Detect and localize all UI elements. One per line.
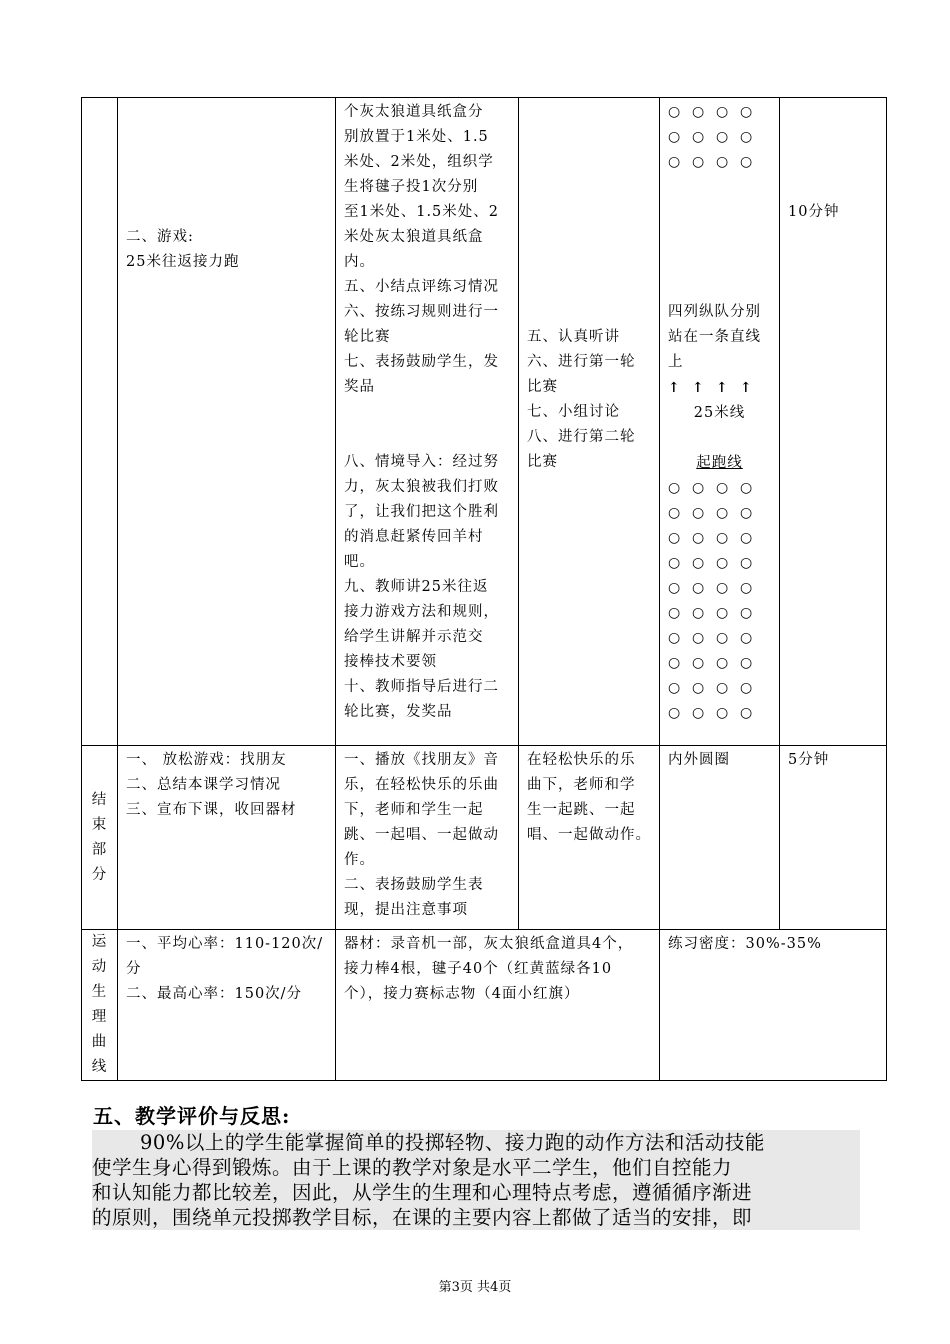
student-circle-icon: ○ (716, 580, 729, 596)
student-circle-icon: ○ (692, 555, 705, 571)
teacher-activity-line: 轮比赛 (344, 329, 391, 345)
side-label-physiology (82, 930, 118, 1081)
teacher-activity-line: 跳、一起唱、一起做动 (344, 827, 499, 843)
student-circle-icon: ○ (692, 530, 705, 546)
student-circle-icon: ○ (668, 154, 681, 170)
teacher-activity-line: 一、播放《找朋友》音 (344, 752, 499, 768)
student-circle-icon: ○ (716, 655, 729, 671)
formation-circles-top (668, 100, 771, 175)
student-circle-icon: ○ (668, 705, 681, 721)
teacher-activity-line: 个灰太狼道具纸盒分 (344, 104, 484, 120)
page-footer: 第3页 共4页 (438, 1280, 512, 1295)
side-char: 生 (91, 984, 108, 1000)
student-circle-icon: ○ (740, 580, 753, 596)
student-circle-icon: ○ (668, 129, 681, 145)
table-row-game (82, 98, 887, 746)
paragraph-line (92, 1130, 860, 1155)
paragraph-line (92, 1180, 860, 1205)
student-row (668, 100, 771, 125)
student-circle-icon: ○ (692, 480, 705, 496)
density-cell (660, 930, 887, 1081)
student-circle-icon: ○ (668, 530, 681, 546)
student-circle-icon: ○ (716, 505, 729, 521)
teacher-activity-cell (336, 98, 519, 746)
side-cell-empty (82, 98, 118, 746)
teacher-activity-line: 下，老师和学生一起 (344, 802, 484, 818)
paragraph-line (92, 1155, 860, 1180)
teacher-activity-line: 生将毽子投1次分别 (344, 179, 479, 195)
student-circle-icon: ○ (740, 655, 753, 671)
student-circle-icon: ○ (692, 680, 705, 696)
teacher-activity-line: 米处、2米处，组织学 (344, 154, 494, 170)
reflection-paragraph (92, 1130, 860, 1230)
table-row-ending (82, 746, 887, 930)
teacher-activity-line: 二、表扬鼓励学生表 (344, 877, 484, 893)
teacher-activity-line: 八、情境导入：经过努 (344, 454, 499, 470)
side-char: 部 (91, 841, 108, 858)
student-activity-line: 五、认真听讲 (527, 329, 620, 345)
student-circle-icon: ○ (668, 605, 681, 621)
teacher-activity-line: 轮比赛，发奖品 (344, 704, 453, 720)
paragraph-text: 和认知能力都比较差，因此，从学生的生理和心理特点考虑，遵循循序渐进 (92, 1181, 753, 1204)
section-title: 五、教学评价与反思: (93, 1104, 291, 1128)
student-circle-icon: ○ (716, 555, 729, 571)
time-value: 10分钟 (788, 204, 840, 220)
teacher-activity-line: 接棒技术要领 (344, 654, 437, 670)
student-circle-icon: ○ (668, 555, 681, 571)
side-char: 束 (91, 816, 108, 833)
student-circle-icon: ○ (716, 680, 729, 696)
student-circle-icon: ○ (716, 104, 729, 120)
paragraph-text: 90%以上的学生能掌握简单的投掷轻物、接力跑的动作方法和活动技能 (140, 1131, 765, 1154)
student-circle-icon: ○ (740, 505, 753, 521)
student-circle-icon: ○ (668, 580, 681, 596)
student-circle-icon: ○ (692, 129, 705, 145)
teacher-activity-line: 米处灰太狼道具纸盒 (344, 229, 484, 245)
content-line: 一、 放松游戏：找朋友 (126, 752, 287, 768)
side-char: 分 (91, 866, 108, 883)
student-row (668, 626, 771, 651)
side-char: 动 (91, 959, 108, 975)
content-line: 二、最高心率：150次/分 (126, 986, 303, 1002)
student-circle-icon: ○ (716, 129, 729, 145)
content-line: 25米往返接力跑 (126, 254, 240, 270)
equipment-cell (336, 930, 660, 1081)
student-activity-line: 在轻松快乐的乐 (527, 752, 636, 768)
student-activity-line: 比赛 (527, 379, 558, 395)
student-activity-lines (527, 748, 651, 848)
teacher-activity-line: 内。 (344, 254, 375, 270)
content-line: 二、游戏: (126, 229, 194, 245)
time-cell (780, 746, 887, 930)
student-circle-icon: ○ (692, 705, 705, 721)
formation-text-line: 站在一条直线 (668, 329, 761, 345)
teacher-activity-line: 十、教师指导后进行二 (344, 679, 499, 695)
student-row (668, 601, 771, 626)
student-circle-icon: ○ (740, 104, 753, 120)
student-circle-icon: ○ (740, 605, 753, 621)
student-circle-icon: ○ (668, 655, 681, 671)
teacher-activity-line: 吧。 (344, 554, 375, 570)
teacher-activity-line: 了，让我们把这个胜利 (344, 504, 499, 520)
student-circle-icon: ○ (740, 530, 753, 546)
teacher-activity-line: 五、小结点评练习情况 (344, 279, 499, 295)
teacher-activity-line: 接力游戏方法和规则， (344, 604, 499, 620)
teacher-activity-line: 的消息赶紧传回羊村 (344, 529, 484, 545)
formation-text: 内外圆圈 (668, 752, 730, 768)
teacher-activity-line: 七、表扬鼓励学生，发 (344, 354, 499, 370)
formation-text (668, 300, 771, 375)
teacher-activity-cell (336, 746, 519, 930)
teacher-activity-line: 六、按练习规则进行一 (344, 304, 499, 320)
content-line: 一、平均心率：110-120次/ (126, 936, 324, 952)
side-char: 理 (91, 1009, 108, 1025)
time-cell (780, 98, 887, 746)
content-line: 分 (126, 961, 142, 977)
student-circle-icon: ○ (668, 480, 681, 496)
formation-text-line: 四列纵队分别 (668, 304, 761, 320)
teacher-activity-line: 奖品 (344, 379, 375, 395)
side-label-ending (82, 746, 118, 930)
arrow-icon: ↑ (692, 380, 704, 396)
content-line: 二、总结本课学习情况 (126, 777, 281, 793)
student-circle-icon: ○ (716, 480, 729, 496)
content-cell (118, 746, 336, 930)
student-activity-line: 比赛 (527, 454, 558, 470)
content-line: 个），接力赛标志物（4面小红旗） (344, 986, 580, 1002)
student-activity-line: 六、进行第一轮 (527, 354, 636, 370)
paragraph-line (92, 1205, 860, 1230)
formation-cell (660, 98, 780, 746)
student-activity-line: 七、小组讨论 (527, 404, 620, 420)
student-activity-line: 曲下，老师和学 (527, 777, 636, 793)
arrow-icon: ↑ (716, 380, 728, 396)
teacher-activity-line: 现，提出注意事项 (344, 902, 468, 918)
student-circle-icon: ○ (740, 630, 753, 646)
student-circle-icon: ○ (740, 154, 753, 170)
student-circle-icon: ○ (692, 505, 705, 521)
student-row (668, 651, 771, 676)
arrow-row (668, 375, 771, 401)
start-line-label: 起跑线 (696, 455, 743, 471)
teacher-activity-line: 至1米处、1.5米处、2 (344, 204, 500, 220)
student-row (668, 501, 771, 526)
student-row (668, 526, 771, 551)
table-row-physiology (82, 930, 887, 1081)
student-row (668, 551, 771, 576)
content-line: 器材：录音机一部，灰太狼纸盒道具4个， (344, 936, 634, 952)
content-line: 接力棒4根，毽子40个（红黄蓝绿各10 (344, 961, 613, 977)
student-row (668, 576, 771, 601)
formation-text-line: 上 (668, 354, 684, 370)
heart-rate-cell (118, 930, 336, 1081)
student-circle-icon: ○ (692, 580, 705, 596)
side-char: 结 (91, 791, 108, 808)
student-circle-icon: ○ (740, 480, 753, 496)
teacher-activity-lines (344, 748, 510, 923)
student-row (668, 125, 771, 150)
content-line: 三、宣布下课，收回器材 (126, 802, 297, 818)
student-circle-icon: ○ (668, 505, 681, 521)
student-circle-icon: ○ (716, 605, 729, 621)
teacher-activity-bottom (344, 450, 510, 725)
student-circle-icon: ○ (740, 555, 753, 571)
teacher-activity-line: 作。 (344, 852, 375, 868)
side-char: 线 (91, 1059, 108, 1075)
student-circle-icon: ○ (740, 705, 753, 721)
paragraph-text: 的原则，围绕单元投掷教学目标，在课的主要内容上都做了适当的安排，即 (92, 1206, 753, 1229)
student-activity-line: 生一起跳、一起 (527, 802, 636, 818)
teacher-activity-line: 九、教师讲25米往返 (344, 579, 489, 595)
arrow-icon: ↑ (668, 380, 680, 396)
student-circle-icon: ○ (668, 104, 681, 120)
student-circle-icon: ○ (716, 154, 729, 170)
student-row (668, 701, 771, 726)
lesson-plan-table (81, 97, 887, 1081)
formation-circles-bottom (668, 476, 771, 726)
side-char: 曲 (91, 1034, 108, 1050)
student-activity-cell (519, 746, 660, 930)
student-circle-icon: ○ (692, 655, 705, 671)
side-char: 运 (91, 934, 108, 950)
density-text: 练习密度：30%-35% (668, 936, 822, 952)
arrow-icon: ↑ (740, 380, 752, 396)
teacher-activity-line: 乐，在轻松快乐的乐曲 (344, 777, 499, 793)
student-circle-icon: ○ (716, 630, 729, 646)
student-circle-icon: ○ (692, 104, 705, 120)
student-row (668, 676, 771, 701)
line-25m-label: 25米线 (693, 405, 746, 421)
student-circle-icon: ○ (716, 705, 729, 721)
teacher-activity-line: 力，灰太狼被我们打败 (344, 479, 499, 495)
student-circle-icon: ○ (740, 680, 753, 696)
student-row (668, 476, 771, 501)
student-row (668, 150, 771, 175)
student-circle-icon: ○ (716, 530, 729, 546)
teacher-activity-line: 给学生讲解并示范交 (344, 629, 484, 645)
student-circle-icon: ○ (740, 129, 753, 145)
student-circle-icon: ○ (692, 605, 705, 621)
paragraph-text: 使学生身心得到锻炼。由于上课的教学对象是水平二学生，他们自控能力 (92, 1156, 733, 1179)
student-circle-icon: ○ (692, 154, 705, 170)
student-activity-line: 八、进行第二轮 (527, 429, 636, 445)
formation-cell (660, 746, 780, 930)
teacher-activity-line: 别放置于1米处、1.5 (344, 129, 489, 145)
student-activity-line: 唱、一起做动作。 (527, 827, 651, 843)
student-circle-icon: ○ (668, 680, 681, 696)
time-value: 5分钟 (788, 752, 830, 768)
student-activity-lines (527, 325, 651, 475)
content-cell (118, 98, 336, 746)
student-activity-cell (519, 98, 660, 746)
student-circle-icon: ○ (692, 630, 705, 646)
student-circle-icon: ○ (668, 630, 681, 646)
teacher-activity-top (344, 100, 510, 400)
